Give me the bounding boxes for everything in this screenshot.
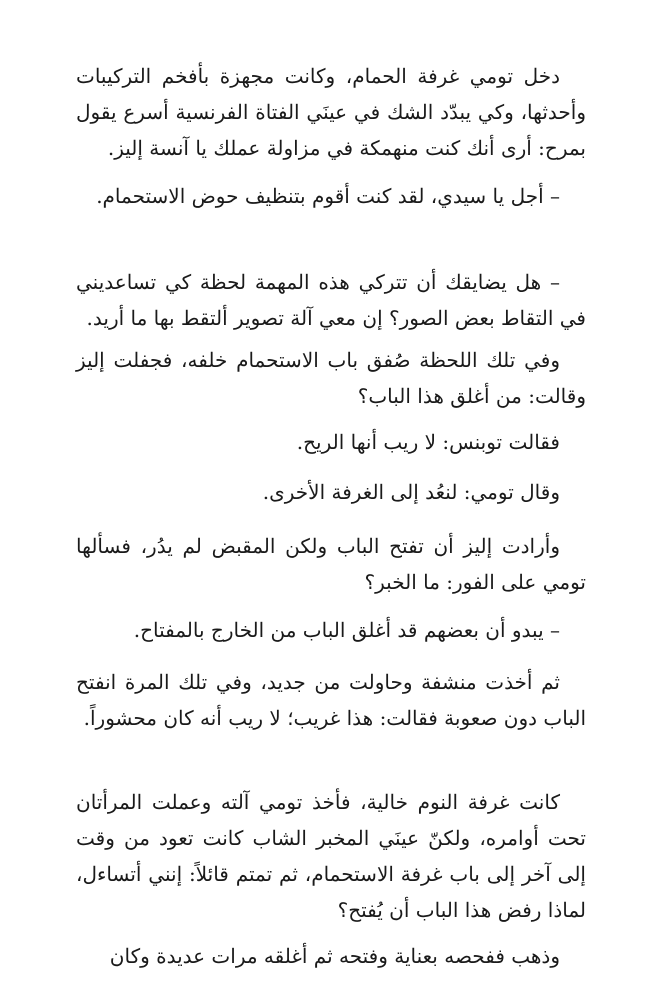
paragraph-5: فقالت توبنس: لا ريب أنها الريح. [296, 430, 560, 454]
paragraph-10: كانت غرفة النوم خالية، فأخذ تومي آلته وعملت المرأتان تحت أوامره، ولكنّ عينَي المخبر الشاب كانت تعود من وقت إلى آخر إلى باب غرفة الاستحمام، ثم تمتم قائلاً: إنني أتساءل، لماذا رفض هذا الباب أن يُفتح؟ [76, 790, 586, 922]
paragraph-3: – هل يضايقك أن تتركي هذه المهمة لحظة كي تساعديني في التقاط بعض الصور؟ إن معي آلة تصوير ألتقط بها ما أريد. [76, 270, 586, 330]
paragraph-4: وفي تلك اللحظة صُفق باب الاستحمام خلفه، فجفلت إليز وقالت: من أغلق هذا الباب؟ [76, 348, 586, 408]
paragraph-11: وذهب ففحصه بعناية وفتحه ثم أغلقه مرات عديدة وكان [109, 944, 560, 968]
paragraph-9: ثم أخذت منشفة وحاولت من جديد، وفي تلك المرة انفتح الباب دون صعوبة فقالت: هذا غريب؛ لا ريب أنه كان محشوراً. [76, 670, 586, 730]
paragraph-1: دخل تومي غرفة الحمام، وكانت مجهزة بأفخم التركيبات وأحدثها، وكي يبدّد الشك في عينَي الفتاة الفرنسية أسرع يقول بمرح: أرى أنك كنت منهمكة في مزاولة عملك يا آنسة إليز. [76, 64, 586, 160]
paragraph-6: وقال تومي: لنعُد إلى الغرفة الأخرى. [262, 480, 560, 504]
paragraph-8: – يبدو أن بعضهم قد أغلق الباب من الخارج بالمفتاح. [133, 618, 560, 642]
paragraph-2: – أجل يا سيدي، لقد كنت أقوم بتنظيف حوض الاستحمام. [96, 184, 560, 208]
paragraph-7: وأرادت إليز أن تفتح الباب ولكن المقبض لم يدُر، فسألها تومي على الفور: ما الخبر؟ [76, 534, 586, 594]
